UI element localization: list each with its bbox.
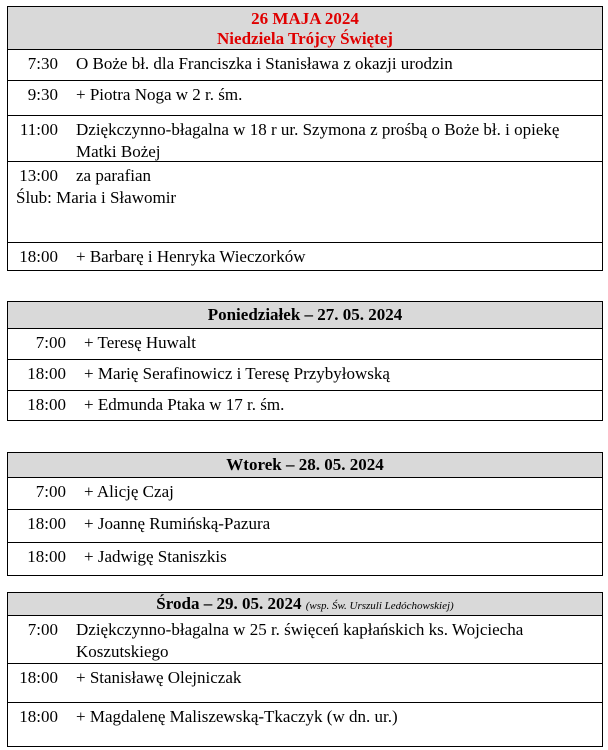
- mass-row: [8, 543, 602, 575]
- tuesday-table: [7, 452, 603, 576]
- mass-row: [8, 664, 602, 703]
- mass-intention: + Edmunda Ptaka w 17 r. śm.: [84, 395, 285, 414]
- mass-time: 18:00: [27, 364, 66, 383]
- mass-time: 18:00: [27, 547, 66, 566]
- mass-intention: + Marię Serafinowicz i Teresę Przybyłowską: [84, 364, 390, 383]
- wednesday-title: Środa – 29. 05. 2024: [156, 594, 302, 613]
- mass-intention: O Boże bł. dla Franciszka i Stanisława z okazji urodzin: [76, 54, 453, 73]
- sunday-feast: Niedziela Trójcy Świętej: [217, 29, 393, 48]
- mass-row: [8, 510, 602, 543]
- mass-row: [8, 81, 602, 116]
- mass-row: [8, 50, 602, 81]
- mass-time: 18:00: [19, 707, 58, 726]
- mass-row: [8, 162, 602, 243]
- sunday-date: 26 MAJA 2024: [251, 9, 359, 28]
- mass-intention: + Joannę Rumińską-Pazura: [84, 514, 271, 533]
- mass-intention: + Alicję Czaj: [84, 482, 174, 501]
- mass-time: 11:00: [19, 120, 58, 139]
- mass-intention: za parafian: [76, 166, 152, 185]
- mass-time: 13:00: [19, 166, 58, 185]
- monday-header: Poniedziałek – 27. 05. 2024: [8, 302, 602, 329]
- mass-time: 7:00: [27, 620, 58, 639]
- mass-time: 18:00: [27, 514, 66, 533]
- mass-intention: Dziękczynno-błagalna w 18 r ur. Szymona z prośbą o Boże bł. i opiekę Matki Bożej: [76, 120, 560, 161]
- mass-time: 7:00: [35, 333, 66, 352]
- mass-intention: + Stanisławę Olejniczak: [76, 668, 242, 687]
- mass-row: [8, 478, 602, 510]
- sunday-table: [7, 6, 603, 271]
- mass-row: [8, 703, 602, 746]
- mass-intention: + Magdalenę Maliszewską-Tkaczyk (w dn. ur.): [76, 707, 398, 726]
- mass-row: [8, 116, 602, 162]
- tuesday-header: Wtorek – 28. 05. 2024: [8, 453, 602, 478]
- mass-intention: + Piotra Noga w 2 r. śm.: [76, 85, 243, 104]
- sunday-header: [8, 7, 602, 50]
- mass-time: 18:00: [19, 668, 58, 687]
- mass-row: [8, 243, 602, 270]
- mass-time: 7:30: [27, 54, 58, 73]
- mass-time: 18:00: [27, 395, 66, 414]
- mass-time: 7:00: [35, 482, 66, 501]
- mass-intention: Dziękczynno-błagalna w 25 r. święceń kapłańskich ks. Wojciecha Koszutskiego: [76, 620, 524, 661]
- mass-row: [8, 329, 602, 360]
- mass-time: 18:00: [19, 247, 58, 266]
- mass-time: 9:30: [27, 85, 58, 104]
- wednesday-header: [8, 593, 602, 616]
- wedding-note: Ślub: Maria i Sławomir: [16, 188, 177, 207]
- monday-table: [7, 301, 603, 421]
- mass-intention: + Barbarę i Henryka Wieczorków: [76, 247, 306, 266]
- mass-intention: + Teresę Huwalt: [84, 333, 196, 352]
- wednesday-table: [7, 592, 603, 747]
- mass-intention: + Jadwigę Staniszkis: [84, 547, 227, 566]
- mass-row: [8, 616, 602, 664]
- mass-row: [8, 391, 602, 420]
- wednesday-memorial: (wsp. Św. Urszuli Ledóchowskiej): [305, 600, 454, 612]
- mass-row: [8, 360, 602, 391]
